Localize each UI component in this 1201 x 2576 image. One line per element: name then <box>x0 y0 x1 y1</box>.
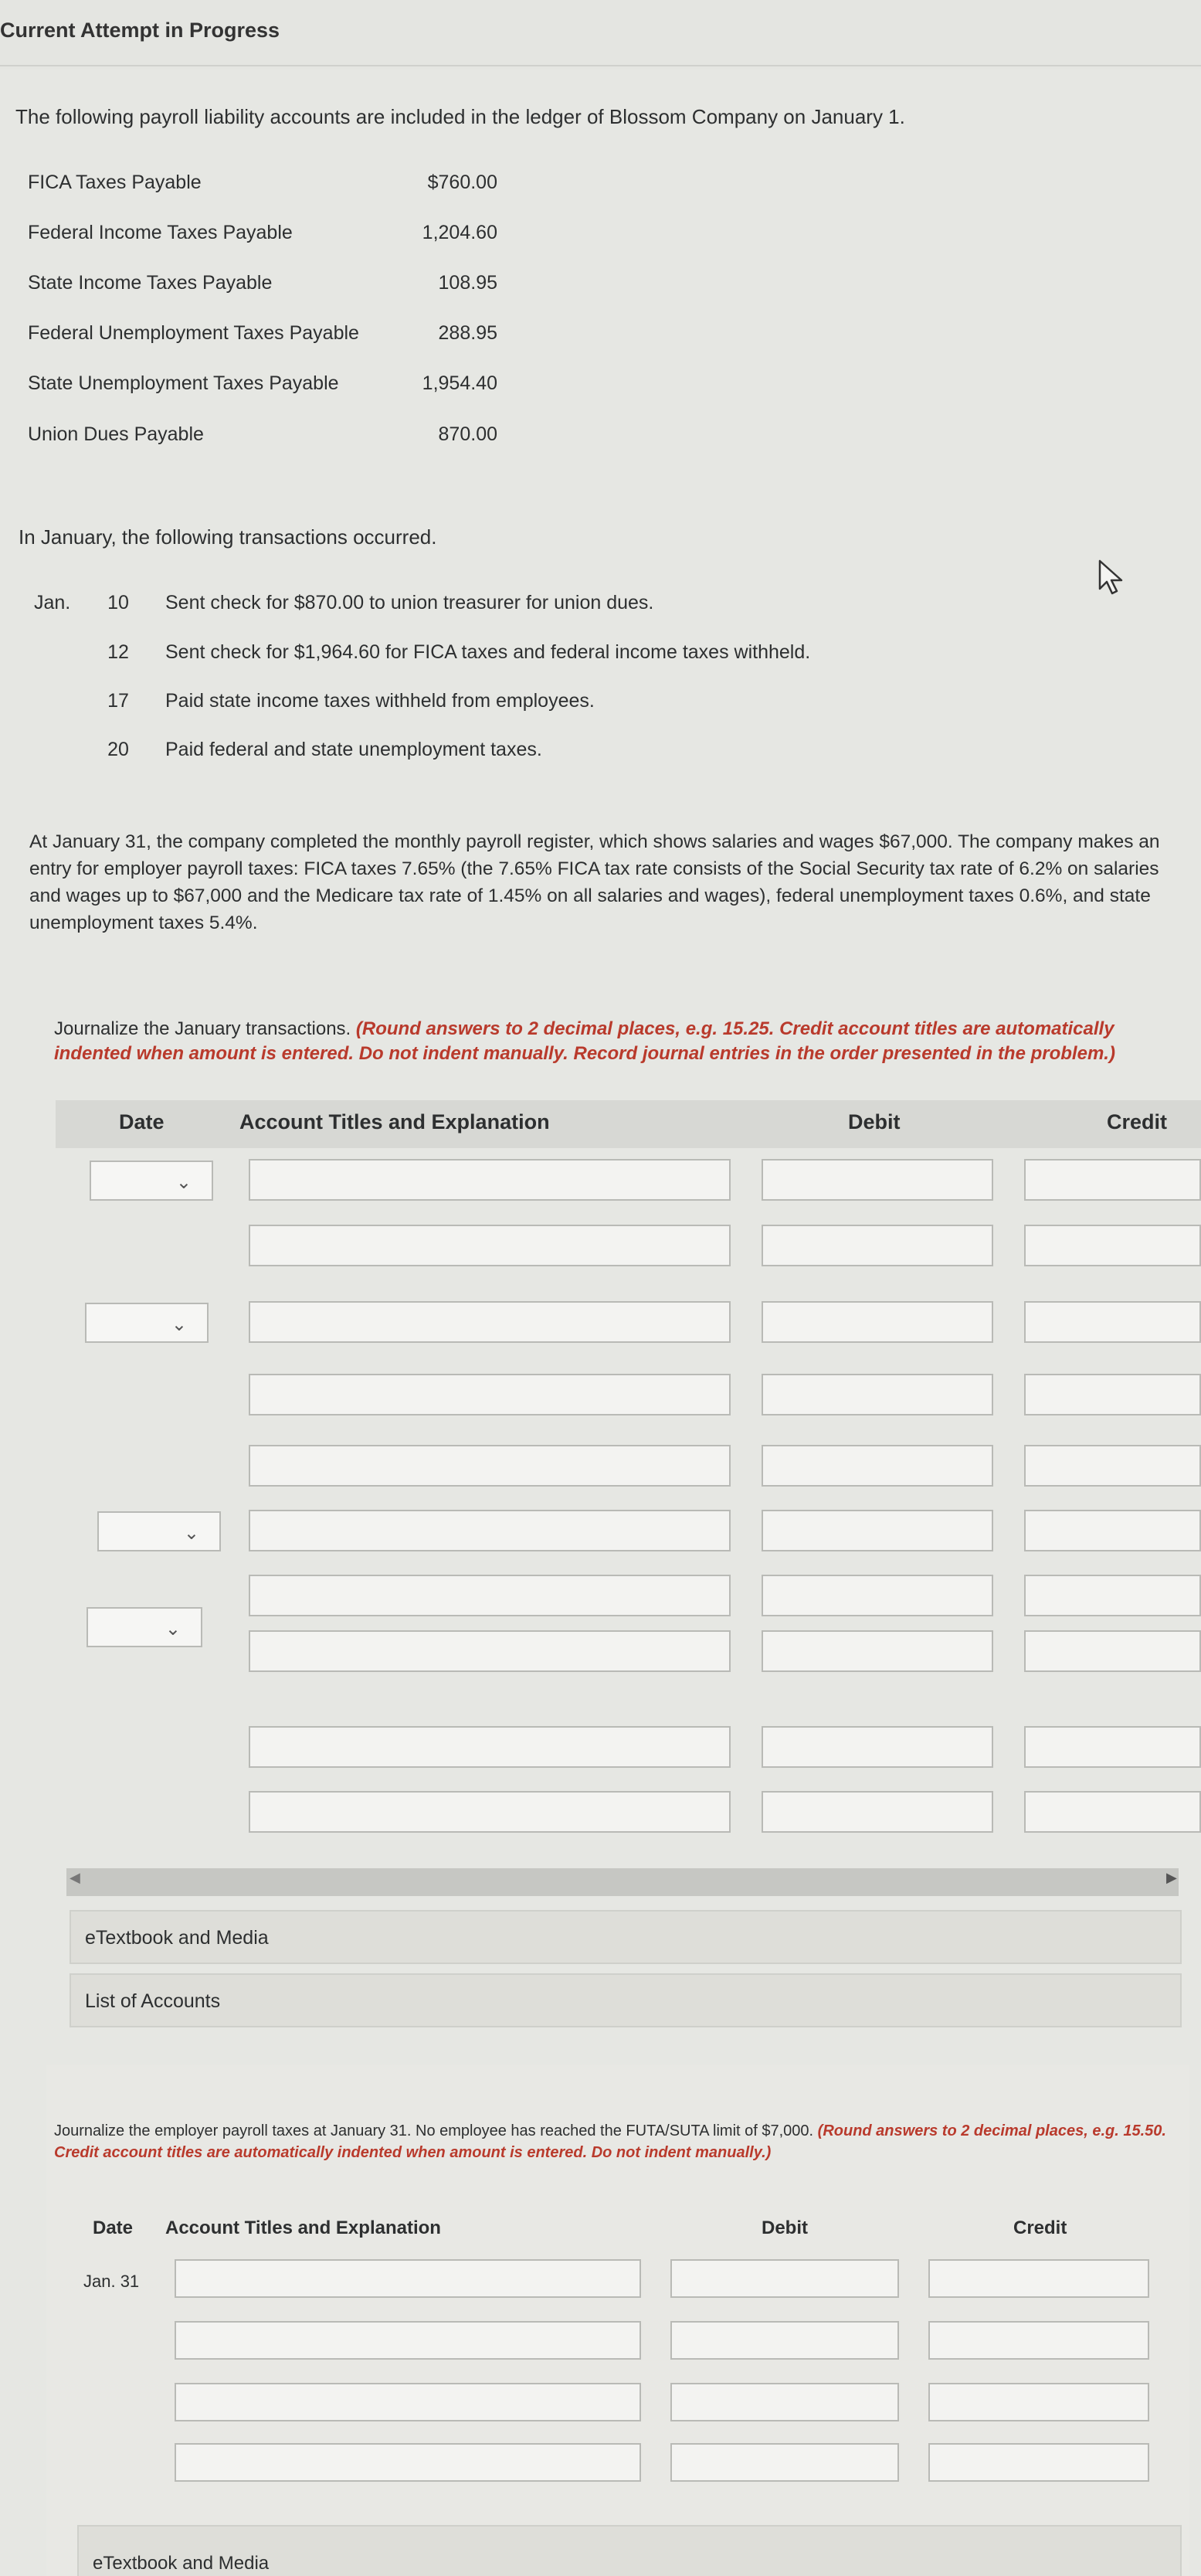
chevron-down-icon: ⌄ <box>183 1523 199 1544</box>
debit-input[interactable] <box>762 1791 993 1833</box>
account-title-input[interactable] <box>249 1726 731 1768</box>
account-name: FICA Taxes Payable <box>28 172 202 193</box>
transaction-day: 12 <box>107 641 129 663</box>
debit-input[interactable] <box>762 1630 993 1672</box>
account-title-input[interactable] <box>175 2259 641 2298</box>
column-account-titles: Account Titles and Explanation <box>239 1110 550 1133</box>
chevron-down-icon: ⌄ <box>165 1619 181 1640</box>
transaction-month: Jan. <box>34 592 71 613</box>
account-name: Federal Unemployment Taxes Payable <box>28 322 359 344</box>
list-of-accounts-panel[interactable] <box>70 1973 1182 2027</box>
account-title-input[interactable] <box>249 1630 731 1672</box>
credit-input[interactable] <box>928 2443 1149 2482</box>
transaction-text: Sent check for $1,964.60 for FICA taxes and federal income taxes withheld. <box>165 641 811 663</box>
part1-instruction <box>54 1017 1166 1066</box>
journal-header <box>56 1100 1201 1148</box>
date-value: Jan. 31 <box>83 2272 140 2291</box>
account-title-input[interactable] <box>249 1510 731 1551</box>
etextbook-link[interactable]: eTextbook and Media <box>93 2553 270 2574</box>
transaction-text: Sent check for $870.00 to union treasurer for union dues. <box>165 592 654 613</box>
column-date: Date <box>119 1110 165 1133</box>
column-credit: Credit <box>1013 2217 1067 2238</box>
credit-input[interactable] <box>1024 1374 1201 1415</box>
account-name: Union Dues Payable <box>28 423 204 445</box>
credit-input[interactable] <box>1024 1510 1201 1551</box>
account-title-input[interactable] <box>249 1575 731 1616</box>
credit-input[interactable] <box>1024 1726 1201 1768</box>
debit-input[interactable] <box>762 1159 993 1201</box>
account-name: State Unemployment Taxes Payable <box>28 372 339 394</box>
page-title: Current Attempt in Progress <box>0 19 280 42</box>
debit-input[interactable] <box>762 1510 993 1551</box>
credit-input[interactable] <box>928 2321 1149 2360</box>
debit-input[interactable] <box>762 1726 993 1768</box>
account-title-input[interactable] <box>175 2383 641 2421</box>
account-title-input[interactable] <box>249 1445 731 1487</box>
arrow-right-icon[interactable]: ▶ <box>1166 1870 1177 1885</box>
account-title-input[interactable] <box>249 1374 731 1415</box>
account-title-input[interactable] <box>249 1159 731 1201</box>
transactions-intro: In January, the following transactions occurred. <box>19 525 437 549</box>
etextbook-link[interactable]: eTextbook and Media <box>85 1927 269 1949</box>
transaction-text: Paid federal and state unemployment taxes. <box>165 739 542 760</box>
date-select[interactable] <box>90 1161 213 1201</box>
account-title-input[interactable] <box>175 2321 641 2360</box>
debit-input[interactable] <box>670 2443 899 2482</box>
debit-input[interactable] <box>670 2321 899 2360</box>
transaction-day: 10 <box>107 592 129 613</box>
debit-input[interactable] <box>762 1301 993 1343</box>
account-amount: 1,204.60 <box>422 222 497 243</box>
part2-instruction <box>54 2120 1189 2163</box>
column-credit: Credit <box>1107 1110 1168 1133</box>
account-name: State Income Taxes Payable <box>28 272 273 294</box>
column-debit: Debit <box>762 2217 808 2238</box>
account-amount: 1,954.40 <box>422 372 497 394</box>
account-amount: 288.95 <box>438 322 497 344</box>
debit-input[interactable] <box>762 1575 993 1616</box>
debit-input[interactable] <box>762 1225 993 1266</box>
part2-instruction-note: (Round answers to 2 decimal places, e.g. 15.50. Credit account titles are automatically indented when amount is entered. Do not indent manually.) <box>54 2122 1166 2161</box>
debit-input[interactable] <box>762 1445 993 1487</box>
account-amount: 870.00 <box>438 423 497 445</box>
etextbook-panel[interactable] <box>70 1910 1182 1964</box>
credit-input[interactable] <box>1024 1225 1201 1266</box>
credit-input[interactable] <box>928 2259 1149 2298</box>
part1-instruction-text: Journalize the January transactions. <box>54 1018 351 1039</box>
chevron-down-icon: ⌄ <box>171 1314 187 1335</box>
debit-input[interactable] <box>670 2259 899 2298</box>
credit-input[interactable] <box>1024 1575 1201 1616</box>
credit-input[interactable] <box>1024 1159 1201 1201</box>
etextbook-panel[interactable] <box>77 2525 1182 2576</box>
credit-input[interactable] <box>1024 1445 1201 1487</box>
problem-intro: The following payroll liability accounts are included in the ledger of Blossom Company on January 1. <box>15 105 905 128</box>
account-title-input[interactable] <box>175 2443 641 2482</box>
payroll-paragraph: At January 31, the company completed the monthly payroll register, which shows salaries and wages $67,000. The company makes an entry for employer payroll taxes: FICA taxes 7.65% (the 7.65% FICA tax rate consists of the Social Security tax rate of 6.2% on salaries and wages up to $67,000 and the Medicare tax rate of 1.45% on all salaries and wages), federal unemployment taxes 0.6%, and state unemployment taxes 5.4%. <box>29 831 1160 933</box>
account-title-input[interactable] <box>249 1225 731 1266</box>
transaction-day: 20 <box>107 739 129 760</box>
account-amount: $760.00 <box>427 172 497 193</box>
list-of-accounts-link[interactable]: List of Accounts <box>85 1990 221 2012</box>
horizontal-scrollbar[interactable] <box>66 1868 1179 1896</box>
date-select[interactable] <box>85 1303 209 1343</box>
date-select[interactable] <box>97 1511 221 1551</box>
part2-instruction-text: Journalize the employer payroll taxes at January 31. No employee has reached the FUTA/SUTA limit of $7,000. <box>54 2122 814 2139</box>
account-name: Federal Income Taxes Payable <box>28 222 293 243</box>
account-title-input[interactable] <box>249 1791 731 1833</box>
arrow-left-icon[interactable]: ◀ <box>70 1870 80 1885</box>
debit-input[interactable] <box>762 1374 993 1415</box>
credit-input[interactable] <box>928 2383 1149 2421</box>
mouse-pointer-icon <box>1095 558 1126 596</box>
account-amount: 108.95 <box>438 272 497 294</box>
date-select[interactable] <box>87 1607 202 1647</box>
credit-input[interactable] <box>1024 1791 1201 1833</box>
transaction-day: 17 <box>107 690 129 712</box>
chevron-down-icon: ⌄ <box>175 1172 192 1193</box>
column-date: Date <box>93 2217 134 2238</box>
credit-input[interactable] <box>1024 1630 1201 1672</box>
debit-input[interactable] <box>670 2383 899 2421</box>
column-debit: Debit <box>848 1110 901 1133</box>
column-account-titles: Account Titles and Explanation <box>165 2217 441 2238</box>
transaction-text: Paid state income taxes withheld from employees. <box>165 690 595 712</box>
account-title-input[interactable] <box>249 1301 731 1343</box>
top-divider <box>0 65 1201 66</box>
part1-instruction-note: (Round answers to 2 decimal places, e.g. 15.25. Credit account titles are automatically indented when amount is entered. Do not indent manually. Record journal entries in the order presented in the problem.) <box>54 1018 1115 1064</box>
credit-input[interactable] <box>1024 1301 1201 1343</box>
